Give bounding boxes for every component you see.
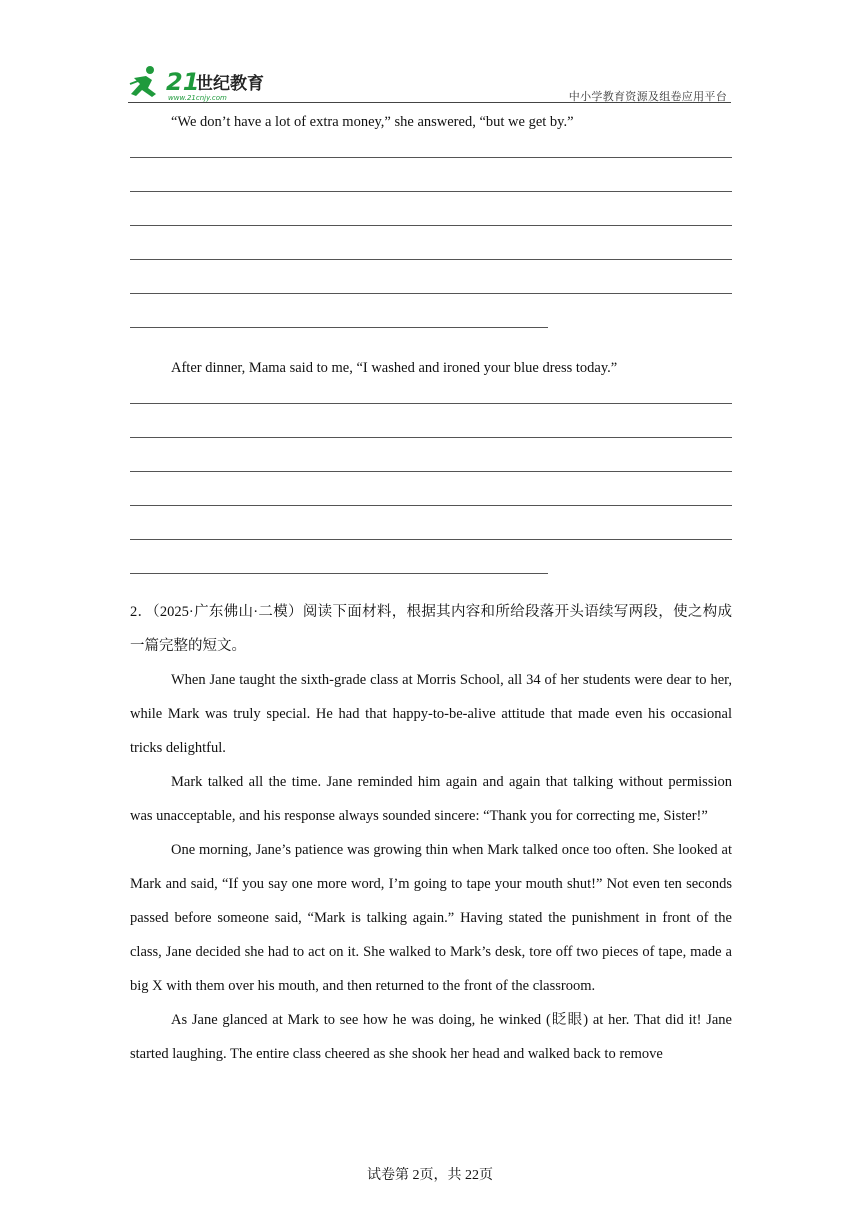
writing-prompt-2: After dinner, Mama said to me, “I washed and ironed your blue dress today.”	[171, 360, 618, 376]
question-number: 2	[130, 604, 138, 620]
passage-paragraph: One morning, Jane’s patience was growing thin when Mark talked once too often. She looked at Mark and said, “If you say one more word, I’m going to tape your mouth shut!” Not even ten seconds passed before someone said, “Mark is talking again.” Having stated the punishment in front of the class, Jane decided she had to act on it. She walked to Mark’s desk, tore off two pieces of tape, made a big X with them over his mouth, and then returned to the front of the classroom.	[130, 842, 732, 994]
answer-line[interactable]	[130, 293, 732, 327]
writing-prompt-1: “We don’t have a lot of extra money,” she answered, “but we get by.”	[171, 114, 574, 130]
answer-line[interactable]	[130, 437, 732, 471]
answer-line[interactable]	[130, 539, 732, 573]
site-logo	[128, 64, 268, 102]
answer-line[interactable]	[130, 191, 732, 225]
page-footer: 试卷第 2页，共 22页	[367, 1168, 493, 1183]
answer-line[interactable]	[130, 471, 732, 505]
svg-text:21: 21	[166, 68, 200, 96]
question-instructions: ．（2025·广东佛山·二模）阅读下面材料，根据其内容和所给段落开头语续写两段，使之构成一篇完整的短文。	[130, 604, 732, 654]
passage-paragraph: Mark talked all the time. Jane reminded him again and again that talking without permission was unacceptable, and his response always sounded sincere: “Thank you for correcting me, Sister!”	[130, 774, 732, 824]
answer-line[interactable]	[130, 259, 732, 293]
page-header	[128, 58, 731, 103]
answer-lines-2	[130, 385, 732, 607]
answer-line[interactable]	[130, 225, 732, 259]
answer-line[interactable]	[130, 505, 732, 539]
question-2-intro	[130, 595, 732, 663]
passage-paragraph: As Jane glanced at Mark to see how he was doing, he winked (眨眼) at her. That did it! Jane started laughing. The entire class cheered as she shook her head and walked back to remove	[130, 1012, 732, 1062]
answer-line[interactable]	[130, 157, 732, 191]
passage-paragraph: When Jane taught the sixth-grade class at Morris School, all 34 of her students were dear to her, while Mark was truly special. He had that happy-to-be-alive attitude that made even his occasional tricks delightful.	[130, 672, 732, 756]
logo-url: www.21cnjy.com	[168, 94, 227, 102]
header-divider	[128, 102, 731, 103]
page-content	[130, 105, 732, 1071]
answer-lines-1	[130, 139, 732, 361]
runner-icon	[130, 66, 156, 97]
logo-text: 世纪教育	[196, 74, 264, 94]
header-platform-text: 中小学教育资源及组卷应用平台	[568, 90, 727, 103]
answer-line[interactable]	[130, 403, 732, 437]
